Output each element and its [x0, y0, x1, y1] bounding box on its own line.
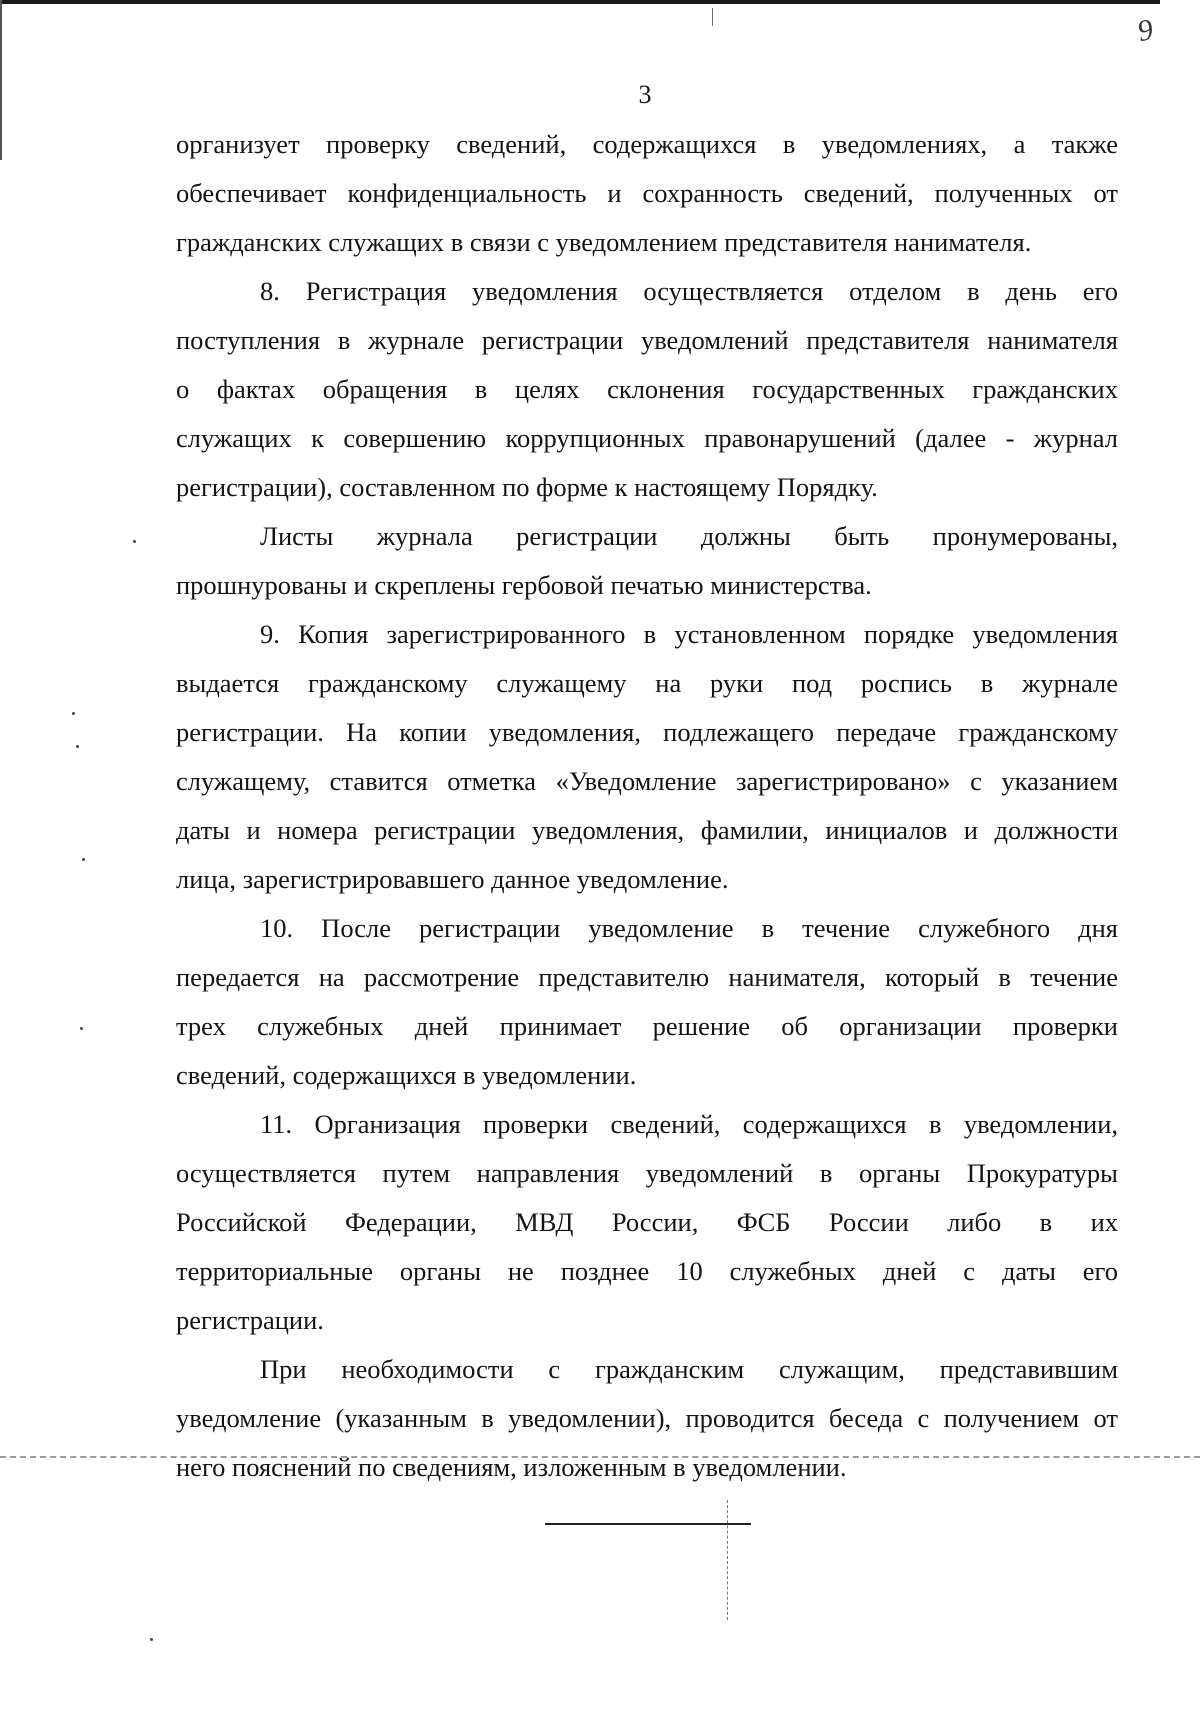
scan-speck — [82, 858, 85, 861]
end-of-text-rule — [545, 1523, 751, 1525]
text-line: о фактах обращения в целях склонения государственных гражданских — [176, 374, 1118, 404]
text-line: территориальные органы не позднее 10 служебных дней с даты его — [176, 1256, 1118, 1286]
body-text — [176, 120, 1118, 1492]
text-line: лица, зарегистрировавшего данное уведомление. — [176, 864, 729, 894]
text-line: него пояснений по сведениям, изложенным в уведомлении. — [176, 1452, 847, 1482]
text-line: При необходимости с гражданским служащим, представившим — [260, 1354, 1118, 1384]
text-line: прошнурованы и скреплены гербовой печатью министерства. — [176, 570, 872, 600]
scan-speck — [80, 1027, 83, 1030]
text-line: 10. После регистрации уведомление в течение служебного дня — [260, 913, 1118, 943]
text-line: Российской Федерации, МВД России, ФСБ России либо в их — [176, 1207, 1118, 1237]
page-number: 3 — [638, 80, 652, 109]
text-line: осуществляется путем направления уведомлений в органы Прокуратуры — [176, 1158, 1118, 1188]
scan-speck — [150, 1638, 153, 1641]
text-line: 9. Копия зарегистрированного в установленном порядке уведомления — [260, 619, 1118, 649]
scan-speck — [76, 745, 79, 748]
text-line: регистрации. На копии уведомления, подлежащего передаче гражданскому — [176, 717, 1118, 747]
scan-fold-line-lower — [727, 1500, 729, 1620]
text-line: трех служебных дней принимает решение об организации проверки — [176, 1011, 1118, 1041]
text-line: служащих к совершению коррупционных правонарушений (далее - журнал — [176, 423, 1118, 453]
text-line: 8. Регистрация уведомления осуществляется отделом в день его — [260, 276, 1118, 306]
text-line: сведений, содержащихся в уведомлении. — [176, 1060, 637, 1090]
scan-fold-line — [712, 8, 713, 26]
text-line: регистрации. — [176, 1305, 324, 1335]
text-line: регистрации), составленном по форме к настоящему Порядку. — [176, 472, 878, 502]
text-line: 11. Организация проверки сведений, содержащихся в уведомлении, — [260, 1109, 1118, 1139]
text-line: Листы журнала регистрации должны быть пронумерованы, — [260, 521, 1118, 551]
scan-left-edge — [0, 0, 2, 160]
scan-top-edge — [0, 0, 1160, 4]
scan-speck — [72, 712, 75, 715]
text-line: передается на рассмотрение представителю нанимателя, который в течение — [176, 962, 1118, 992]
text-line: поступления в журнале регистрации уведомлений представителя нанимателя — [176, 325, 1118, 355]
text-line: служащему, ставится отметка «Уведомление зарегистрировано» с указанием — [176, 766, 1118, 796]
scan-speck — [133, 540, 136, 543]
text-line: выдается гражданскому служащему на руки под роспись в журнале — [176, 668, 1118, 698]
text-line: уведомление (указанным в уведомлении), проводится беседа с получением от — [176, 1403, 1118, 1433]
text-line: гражданских служащих в связи с уведомлением представителя нанимателя. — [176, 227, 1032, 257]
text-line: даты и номера регистрации уведомления, фамилии, инициалов и должности — [176, 815, 1118, 845]
handwritten-page-mark: 9 — [1134, 12, 1157, 49]
text-line: организует проверку сведений, содержащихся в уведомлениях, а также — [176, 129, 1118, 159]
text-line: обеспечивает конфиденциальность и сохранность сведений, полученных от — [176, 178, 1118, 208]
